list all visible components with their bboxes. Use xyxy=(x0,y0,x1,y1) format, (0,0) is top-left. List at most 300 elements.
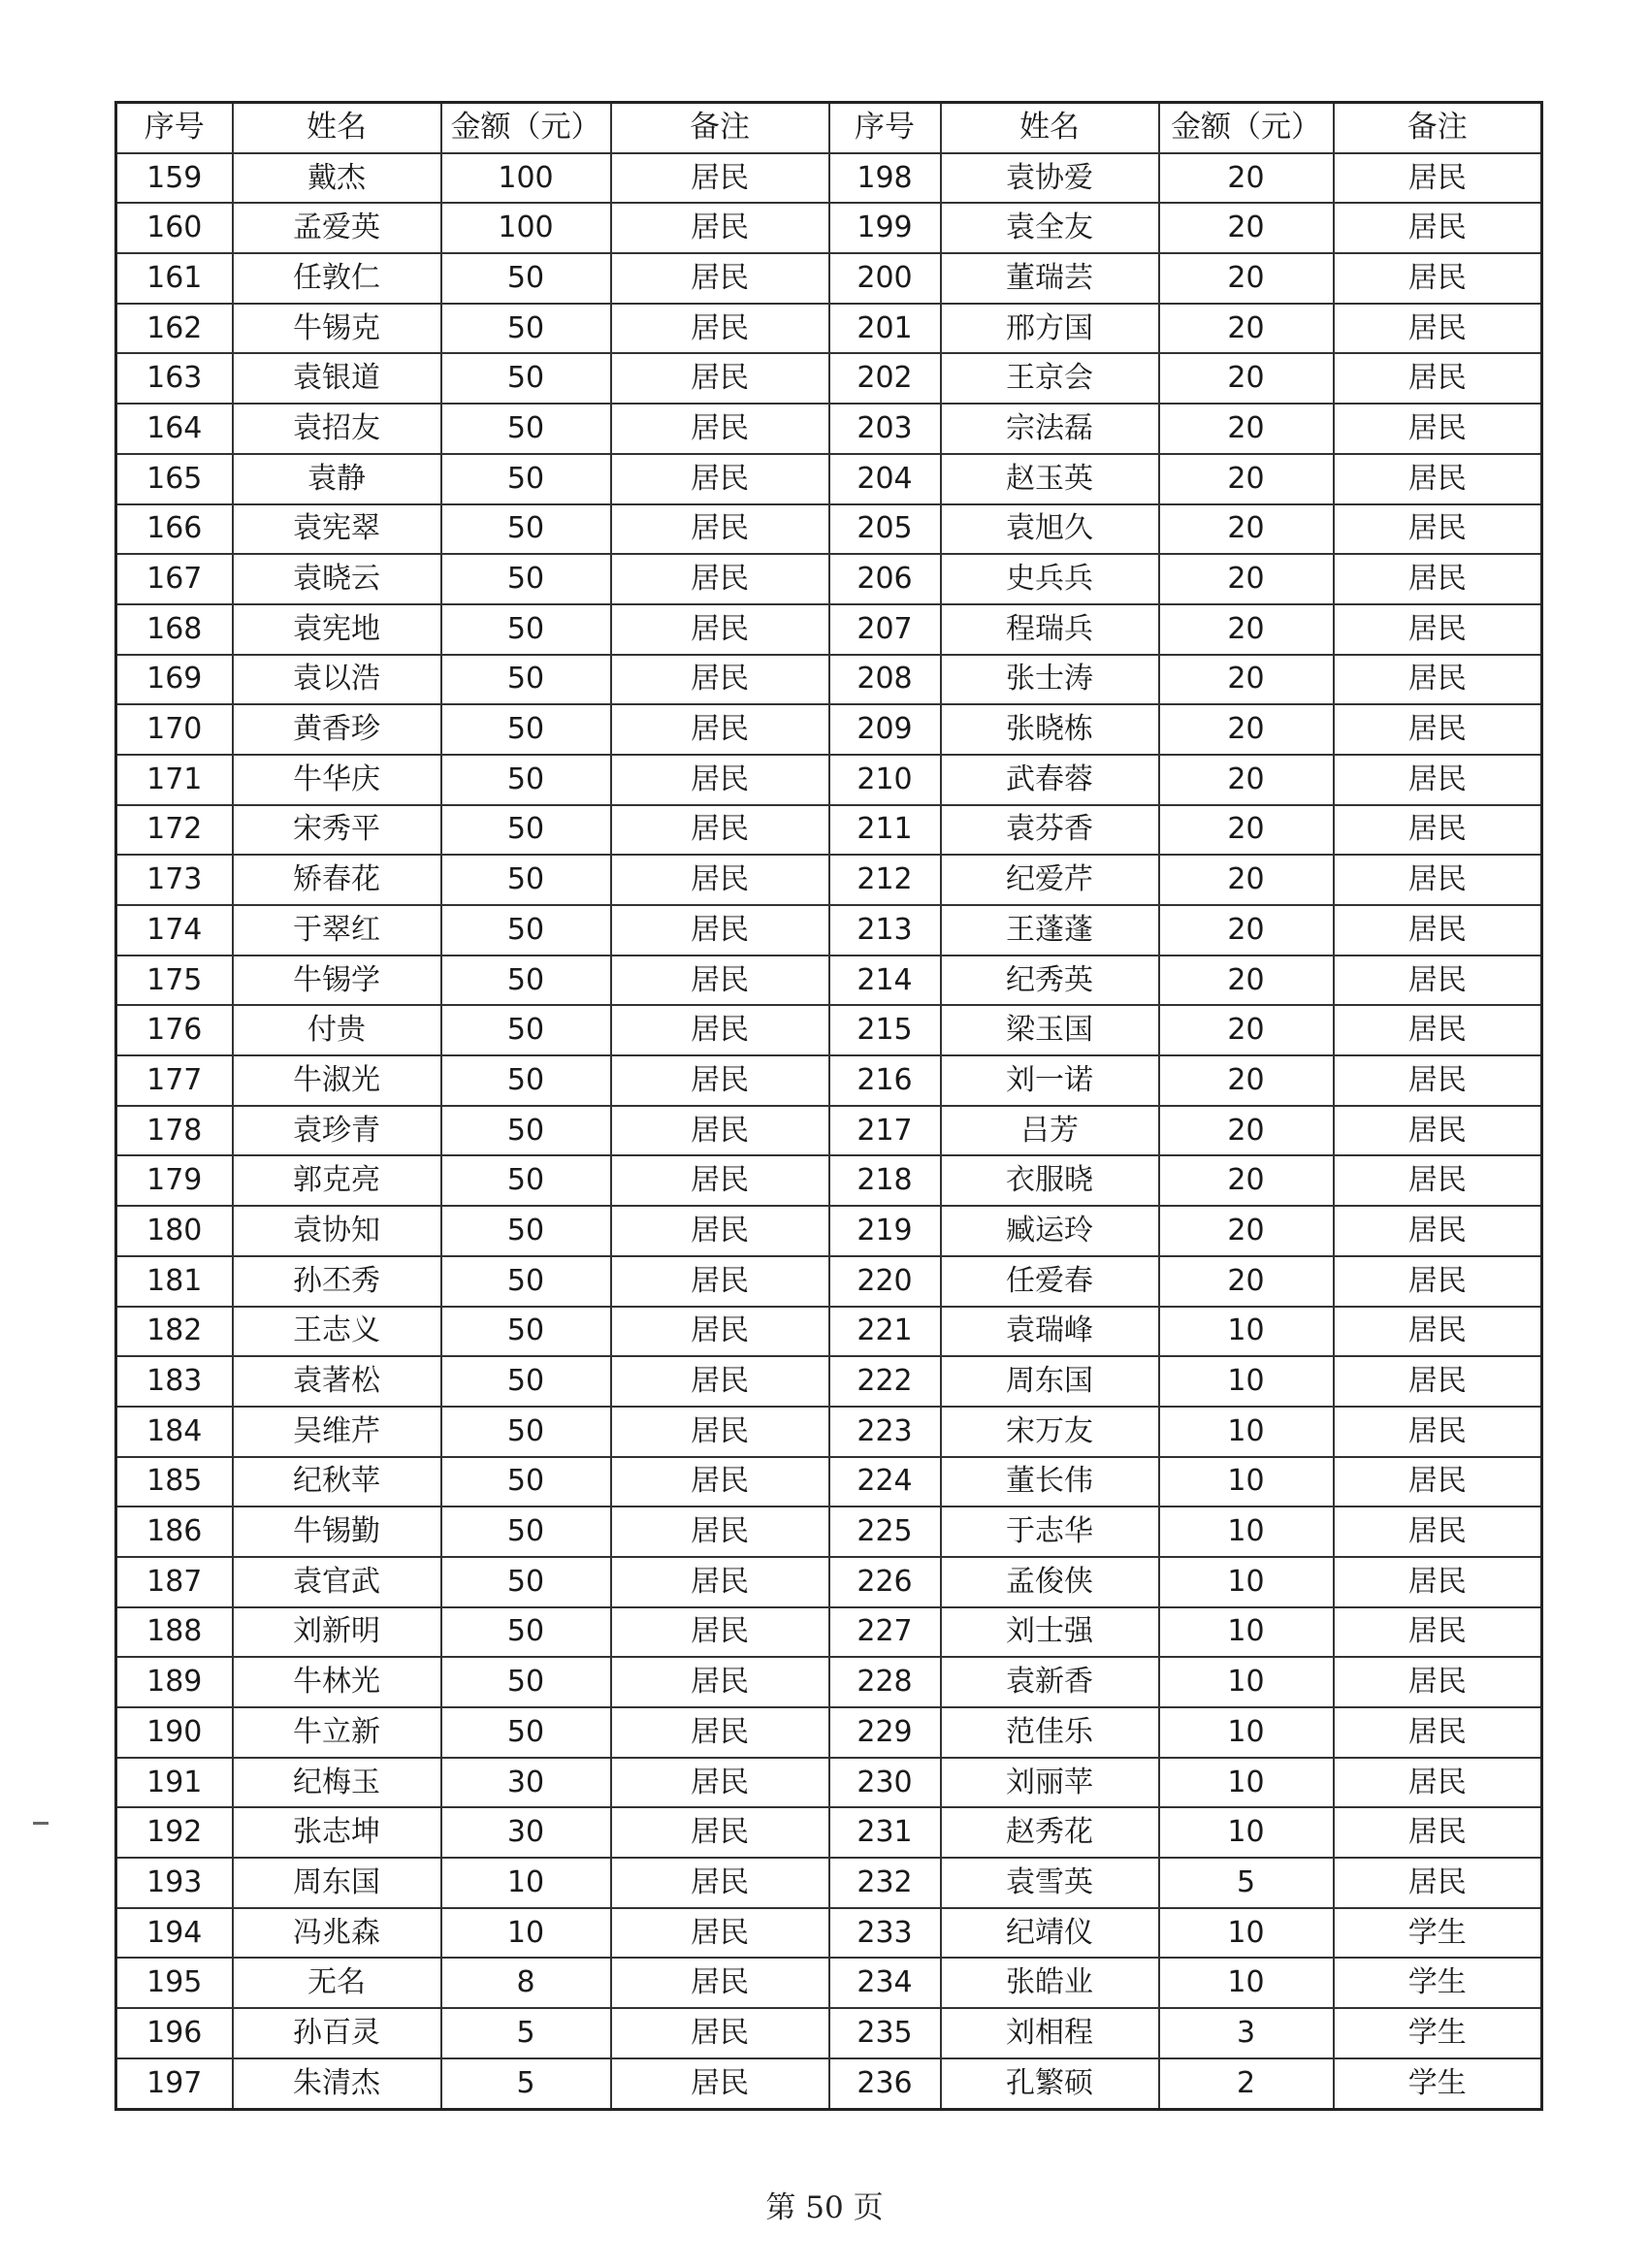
name-cell: 纪爱芹 xyxy=(941,855,1159,905)
note-cell: 居民 xyxy=(1334,554,1542,604)
table-row xyxy=(116,1707,1542,1758)
name-cell: 任敦仁 xyxy=(233,253,441,304)
note-cell: 居民 xyxy=(611,604,829,655)
seq-header: 序号 xyxy=(116,103,233,153)
note-cell: 居民 xyxy=(1334,956,1542,1006)
name-cell: 牛林光 xyxy=(233,1657,441,1707)
name-cell: 臧运玲 xyxy=(941,1206,1159,1256)
table-row xyxy=(116,1807,1542,1858)
serial-cell: 229 xyxy=(829,1707,941,1758)
name-cell: 袁银道 xyxy=(233,353,441,404)
note-cell: 居民 xyxy=(611,704,829,755)
note-cell: 居民 xyxy=(1334,1858,1542,1908)
note-cell: 居民 xyxy=(1334,253,1542,304)
donation-table-wrapper xyxy=(114,101,1540,2111)
serial-cell: 171 xyxy=(116,755,233,805)
serial-cell: 206 xyxy=(829,554,941,604)
note-cell: 居民 xyxy=(611,755,829,805)
table-row xyxy=(116,755,1542,805)
table-header xyxy=(116,103,1542,153)
note-cell: 学生 xyxy=(1334,1958,1542,2008)
table-row xyxy=(116,1858,1542,1908)
note-cell: 居民 xyxy=(1334,153,1542,204)
amount-cell: 50 xyxy=(441,1155,611,1206)
serial-cell: 214 xyxy=(829,956,941,1006)
amount-cell: 20 xyxy=(1159,253,1334,304)
serial-cell: 217 xyxy=(829,1106,941,1156)
amount-cell: 20 xyxy=(1159,655,1334,705)
name-cell: 戴杰 xyxy=(233,153,441,204)
amount-cell: 20 xyxy=(1159,956,1334,1006)
table-row xyxy=(116,153,1542,204)
amount-cell: 50 xyxy=(441,304,611,354)
amount-cell: 50 xyxy=(441,1507,611,1557)
note-cell: 居民 xyxy=(611,2008,829,2058)
serial-cell: 176 xyxy=(116,1005,233,1055)
serial-cell: 190 xyxy=(116,1707,233,1758)
name-cell: 牛淑光 xyxy=(233,1055,441,1106)
note-cell: 居民 xyxy=(611,1106,829,1156)
name-cell: 史兵兵 xyxy=(941,554,1159,604)
serial-cell: 184 xyxy=(116,1407,233,1457)
amount-cell: 20 xyxy=(1159,153,1334,204)
serial-cell: 234 xyxy=(829,1958,941,2008)
name-cell: 袁珍青 xyxy=(233,1106,441,1156)
amount-cell: 50 xyxy=(441,1407,611,1457)
name-cell: 张志坤 xyxy=(233,1807,441,1858)
amount-cell: 50 xyxy=(441,1657,611,1707)
note-cell: 居民 xyxy=(611,1507,829,1557)
note-cell: 居民 xyxy=(1334,1055,1542,1106)
amount-cell: 10 xyxy=(441,1908,611,1959)
name-cell: 无名 xyxy=(233,1958,441,2008)
name-cell: 冯兆森 xyxy=(233,1908,441,1959)
name-cell: 袁旭久 xyxy=(941,504,1159,555)
name-cell: 赵玉英 xyxy=(941,454,1159,504)
note-cell: 居民 xyxy=(1334,203,1542,253)
name-cell: 牛锡学 xyxy=(233,956,441,1006)
serial-cell: 160 xyxy=(116,203,233,253)
serial-cell: 232 xyxy=(829,1858,941,1908)
note-cell: 居民 xyxy=(611,153,829,204)
amount-cell: 20 xyxy=(1159,1206,1334,1256)
name-cell: 吴维芹 xyxy=(233,1407,441,1457)
amount-cell: 20 xyxy=(1159,504,1334,555)
note-cell: 居民 xyxy=(611,1407,829,1457)
amount-cell: 20 xyxy=(1159,353,1334,404)
note-cell: 居民 xyxy=(611,253,829,304)
name-header: 姓名 xyxy=(941,103,1159,153)
amount-cell: 10 xyxy=(1159,1908,1334,1959)
serial-cell: 175 xyxy=(116,956,233,1006)
serial-cell: 202 xyxy=(829,353,941,404)
table-row xyxy=(116,704,1542,755)
serial-cell: 199 xyxy=(829,203,941,253)
note-cell: 居民 xyxy=(611,1356,829,1407)
amount-cell: 20 xyxy=(1159,404,1334,454)
amount-cell: 30 xyxy=(441,1807,611,1858)
serial-cell: 181 xyxy=(116,1256,233,1307)
table-row xyxy=(116,1657,1542,1707)
serial-cell: 235 xyxy=(829,2008,941,2058)
note-cell: 居民 xyxy=(1334,1707,1542,1758)
table-row xyxy=(116,1356,1542,1407)
amount-cell: 10 xyxy=(1159,1758,1334,1808)
amount-cell: 20 xyxy=(1159,755,1334,805)
serial-cell: 195 xyxy=(116,1958,233,2008)
name-cell: 孔繁硕 xyxy=(941,2058,1159,2109)
amount-cell: 100 xyxy=(441,153,611,204)
table-row xyxy=(116,2008,1542,2058)
amount-cell: 10 xyxy=(1159,1356,1334,1407)
amount-cell: 50 xyxy=(441,353,611,404)
name-cell: 吕芳 xyxy=(941,1106,1159,1156)
serial-cell: 178 xyxy=(116,1106,233,1156)
header-row xyxy=(116,103,1542,153)
serial-cell: 230 xyxy=(829,1758,941,1808)
name-cell: 张士涛 xyxy=(941,655,1159,705)
serial-cell: 164 xyxy=(116,404,233,454)
note-cell: 学生 xyxy=(1334,1908,1542,1959)
amount-cell: 5 xyxy=(441,2008,611,2058)
note-cell: 居民 xyxy=(611,1206,829,1256)
name-cell: 宗法磊 xyxy=(941,404,1159,454)
name-cell: 袁招友 xyxy=(233,404,441,454)
serial-cell: 228 xyxy=(829,1657,941,1707)
serial-cell: 185 xyxy=(116,1457,233,1507)
note-cell: 居民 xyxy=(1334,704,1542,755)
table-row xyxy=(116,1256,1542,1307)
amount-cell: 10 xyxy=(1159,1557,1334,1607)
name-cell: 袁晓云 xyxy=(233,554,441,604)
name-cell: 袁协知 xyxy=(233,1206,441,1256)
serial-cell: 197 xyxy=(116,2058,233,2109)
table-row xyxy=(116,1005,1542,1055)
name-cell: 纪梅玉 xyxy=(233,1758,441,1808)
name-cell: 范佳乐 xyxy=(941,1707,1159,1758)
serial-cell: 209 xyxy=(829,704,941,755)
serial-cell: 227 xyxy=(829,1607,941,1658)
amount-cell: 20 xyxy=(1159,1256,1334,1307)
amount-cell: 50 xyxy=(441,1206,611,1256)
serial-cell: 213 xyxy=(829,905,941,956)
serial-cell: 205 xyxy=(829,504,941,555)
name-cell: 刘士强 xyxy=(941,1607,1159,1658)
name-cell: 袁雪英 xyxy=(941,1858,1159,1908)
serial-cell: 226 xyxy=(829,1557,941,1607)
table-row xyxy=(116,1155,1542,1206)
note-cell: 居民 xyxy=(1334,1657,1542,1707)
table-row xyxy=(116,1457,1542,1507)
amount-cell: 50 xyxy=(441,855,611,905)
note-cell: 居民 xyxy=(1334,855,1542,905)
serial-cell: 198 xyxy=(829,153,941,204)
note-cell: 居民 xyxy=(611,1707,829,1758)
scan-mark xyxy=(33,1822,48,1825)
serial-cell: 174 xyxy=(116,905,233,956)
name-cell: 周东国 xyxy=(941,1356,1159,1407)
note-cell: 居民 xyxy=(1334,454,1542,504)
name-cell: 邢方国 xyxy=(941,304,1159,354)
name-cell: 于翠红 xyxy=(233,905,441,956)
note-cell: 居民 xyxy=(1334,1758,1542,1808)
note-cell: 居民 xyxy=(611,554,829,604)
note-cell: 居民 xyxy=(1334,1807,1542,1858)
note-cell: 居民 xyxy=(1334,1106,1542,1156)
serial-cell: 203 xyxy=(829,404,941,454)
serial-cell: 186 xyxy=(116,1507,233,1557)
name-cell: 董长伟 xyxy=(941,1457,1159,1507)
amount-cell: 50 xyxy=(441,1557,611,1607)
serial-cell: 233 xyxy=(829,1908,941,1959)
table-body xyxy=(116,153,1542,2109)
table-row xyxy=(116,905,1542,956)
table-row xyxy=(116,1507,1542,1557)
table-row xyxy=(116,1206,1542,1256)
name-cell: 郭克亮 xyxy=(233,1155,441,1206)
name-cell: 牛立新 xyxy=(233,1707,441,1758)
note-cell: 居民 xyxy=(1334,1507,1542,1557)
serial-cell: 167 xyxy=(116,554,233,604)
name-cell: 刘一诺 xyxy=(941,1055,1159,1106)
amount-cell: 10 xyxy=(441,1858,611,1908)
table-row xyxy=(116,504,1542,555)
name-cell: 孟爱英 xyxy=(233,203,441,253)
note-cell: 居民 xyxy=(1334,1607,1542,1658)
table-row xyxy=(116,805,1542,856)
amount-header: 金额（元） xyxy=(1159,103,1334,153)
note-cell: 居民 xyxy=(1334,353,1542,404)
note-cell: 居民 xyxy=(611,1055,829,1106)
serial-cell: 219 xyxy=(829,1206,941,1256)
amount-cell: 20 xyxy=(1159,1055,1334,1106)
note-header: 备注 xyxy=(611,103,829,153)
name-cell: 宋秀平 xyxy=(233,805,441,856)
amount-cell: 50 xyxy=(441,1457,611,1507)
amount-cell: 50 xyxy=(441,655,611,705)
name-cell: 任爱春 xyxy=(941,1256,1159,1307)
table-row xyxy=(116,1607,1542,1658)
name-cell: 张晓栋 xyxy=(941,704,1159,755)
name-cell: 王蓬蓬 xyxy=(941,905,1159,956)
name-cell: 刘相程 xyxy=(941,2008,1159,2058)
amount-cell: 30 xyxy=(441,1758,611,1808)
note-cell: 居民 xyxy=(1334,404,1542,454)
amount-cell: 10 xyxy=(1159,1958,1334,2008)
amount-cell: 50 xyxy=(441,956,611,1006)
serial-cell: 163 xyxy=(116,353,233,404)
name-cell: 孟俊侠 xyxy=(941,1557,1159,1607)
serial-cell: 159 xyxy=(116,153,233,204)
name-cell: 衣服晓 xyxy=(941,1155,1159,1206)
amount-cell: 20 xyxy=(1159,203,1334,253)
note-cell: 居民 xyxy=(611,404,829,454)
serial-cell: 210 xyxy=(829,755,941,805)
table-row xyxy=(116,1908,1542,1959)
name-cell: 袁以浩 xyxy=(233,655,441,705)
serial-cell: 162 xyxy=(116,304,233,354)
serial-cell: 231 xyxy=(829,1807,941,1858)
amount-cell: 50 xyxy=(441,604,611,655)
serial-cell: 207 xyxy=(829,604,941,655)
note-cell: 居民 xyxy=(611,504,829,555)
serial-cell: 166 xyxy=(116,504,233,555)
serial-cell: 192 xyxy=(116,1807,233,1858)
serial-cell: 173 xyxy=(116,855,233,905)
amount-header: 金额（元） xyxy=(441,103,611,153)
serial-cell: 222 xyxy=(829,1356,941,1407)
serial-cell: 165 xyxy=(116,454,233,504)
amount-cell: 100 xyxy=(441,203,611,253)
table-row xyxy=(116,404,1542,454)
table-row xyxy=(116,554,1542,604)
amount-cell: 20 xyxy=(1159,855,1334,905)
amount-cell: 50 xyxy=(441,905,611,956)
note-cell: 居民 xyxy=(611,905,829,956)
serial-cell: 204 xyxy=(829,454,941,504)
name-cell: 程瑞兵 xyxy=(941,604,1159,655)
serial-cell: 183 xyxy=(116,1356,233,1407)
name-cell: 袁瑞峰 xyxy=(941,1307,1159,1357)
note-cell: 居民 xyxy=(1334,1457,1542,1507)
amount-cell: 10 xyxy=(1159,1607,1334,1658)
serial-cell: 236 xyxy=(829,2058,941,2109)
seq-header: 序号 xyxy=(829,103,941,153)
table-row xyxy=(116,1758,1542,1808)
amount-cell: 20 xyxy=(1159,905,1334,956)
note-cell: 居民 xyxy=(1334,504,1542,555)
amount-cell: 50 xyxy=(441,253,611,304)
serial-cell: 170 xyxy=(116,704,233,755)
amount-cell: 20 xyxy=(1159,1005,1334,1055)
note-cell: 居民 xyxy=(1334,1206,1542,1256)
table-row xyxy=(116,855,1542,905)
note-cell: 居民 xyxy=(611,1557,829,1607)
amount-cell: 50 xyxy=(441,1055,611,1106)
amount-cell: 50 xyxy=(441,805,611,856)
name-cell: 付贵 xyxy=(233,1005,441,1055)
note-cell: 居民 xyxy=(611,454,829,504)
amount-cell: 5 xyxy=(441,2058,611,2109)
note-header: 备注 xyxy=(1334,103,1542,153)
name-cell: 孙百灵 xyxy=(233,2008,441,2058)
note-cell: 居民 xyxy=(611,1307,829,1357)
name-cell: 武春蓉 xyxy=(941,755,1159,805)
amount-cell: 20 xyxy=(1159,704,1334,755)
name-cell: 矫春花 xyxy=(233,855,441,905)
name-cell: 袁芬香 xyxy=(941,805,1159,856)
name-cell: 刘新明 xyxy=(233,1607,441,1658)
name-cell: 袁宪翠 xyxy=(233,504,441,555)
serial-cell: 223 xyxy=(829,1407,941,1457)
amount-cell: 2 xyxy=(1159,2058,1334,2109)
serial-cell: 216 xyxy=(829,1055,941,1106)
note-cell: 居民 xyxy=(611,2058,829,2109)
serial-cell: 169 xyxy=(116,655,233,705)
note-cell: 居民 xyxy=(1334,755,1542,805)
note-cell: 居民 xyxy=(611,655,829,705)
name-cell: 董瑞芸 xyxy=(941,253,1159,304)
serial-cell: 212 xyxy=(829,855,941,905)
amount-cell: 50 xyxy=(441,404,611,454)
name-cell: 于志华 xyxy=(941,1507,1159,1557)
amount-cell: 20 xyxy=(1159,1106,1334,1156)
amount-cell: 50 xyxy=(441,1607,611,1658)
note-cell: 居民 xyxy=(611,1758,829,1808)
amount-cell: 20 xyxy=(1159,805,1334,856)
serial-cell: 211 xyxy=(829,805,941,856)
serial-cell: 180 xyxy=(116,1206,233,1256)
amount-cell: 20 xyxy=(1159,304,1334,354)
note-cell: 居民 xyxy=(1334,655,1542,705)
note-cell: 居民 xyxy=(611,1607,829,1658)
table-row xyxy=(116,253,1542,304)
note-cell: 居民 xyxy=(611,1807,829,1858)
name-cell: 孙丕秀 xyxy=(233,1256,441,1307)
name-cell: 王京会 xyxy=(941,353,1159,404)
amount-cell: 10 xyxy=(1159,1457,1334,1507)
name-header: 姓名 xyxy=(233,103,441,153)
note-cell: 居民 xyxy=(611,1858,829,1908)
amount-cell: 50 xyxy=(441,1106,611,1156)
note-cell: 居民 xyxy=(611,1657,829,1707)
note-cell: 居民 xyxy=(1334,1356,1542,1407)
serial-cell: 172 xyxy=(116,805,233,856)
name-cell: 赵秀花 xyxy=(941,1807,1159,1858)
amount-cell: 3 xyxy=(1159,2008,1334,2058)
name-cell: 袁宪地 xyxy=(233,604,441,655)
note-cell: 居民 xyxy=(611,1155,829,1206)
name-cell: 梁玉国 xyxy=(941,1005,1159,1055)
amount-cell: 50 xyxy=(441,504,611,555)
amount-cell: 10 xyxy=(1159,1657,1334,1707)
serial-cell: 220 xyxy=(829,1256,941,1307)
note-cell: 居民 xyxy=(611,304,829,354)
table-row xyxy=(116,956,1542,1006)
name-cell: 袁协爱 xyxy=(941,153,1159,204)
serial-cell: 221 xyxy=(829,1307,941,1357)
note-cell: 居民 xyxy=(1334,1407,1542,1457)
amount-cell: 50 xyxy=(441,454,611,504)
table-row xyxy=(116,1307,1542,1357)
name-cell: 牛锡克 xyxy=(233,304,441,354)
note-cell: 居民 xyxy=(611,1958,829,2008)
note-cell: 居民 xyxy=(1334,1307,1542,1357)
amount-cell: 10 xyxy=(1159,1707,1334,1758)
note-cell: 居民 xyxy=(611,203,829,253)
name-cell: 周东国 xyxy=(233,1858,441,1908)
name-cell: 纪秋苹 xyxy=(233,1457,441,1507)
name-cell: 袁著松 xyxy=(233,1356,441,1407)
amount-cell: 20 xyxy=(1159,604,1334,655)
table-row xyxy=(116,304,1542,354)
amount-cell: 50 xyxy=(441,1256,611,1307)
amount-cell: 10 xyxy=(1159,1807,1334,1858)
serial-cell: 224 xyxy=(829,1457,941,1507)
note-cell: 居民 xyxy=(611,956,829,1006)
page-number: 第 50 页 xyxy=(765,2190,884,2225)
amount-cell: 50 xyxy=(441,755,611,805)
amount-cell: 8 xyxy=(441,1958,611,2008)
note-cell: 居民 xyxy=(1334,805,1542,856)
name-cell: 袁全友 xyxy=(941,203,1159,253)
table-row xyxy=(116,604,1542,655)
amount-cell: 20 xyxy=(1159,554,1334,604)
amount-cell: 5 xyxy=(1159,1858,1334,1908)
serial-cell: 193 xyxy=(116,1858,233,1908)
name-cell: 牛锡勤 xyxy=(233,1507,441,1557)
serial-cell: 189 xyxy=(116,1657,233,1707)
